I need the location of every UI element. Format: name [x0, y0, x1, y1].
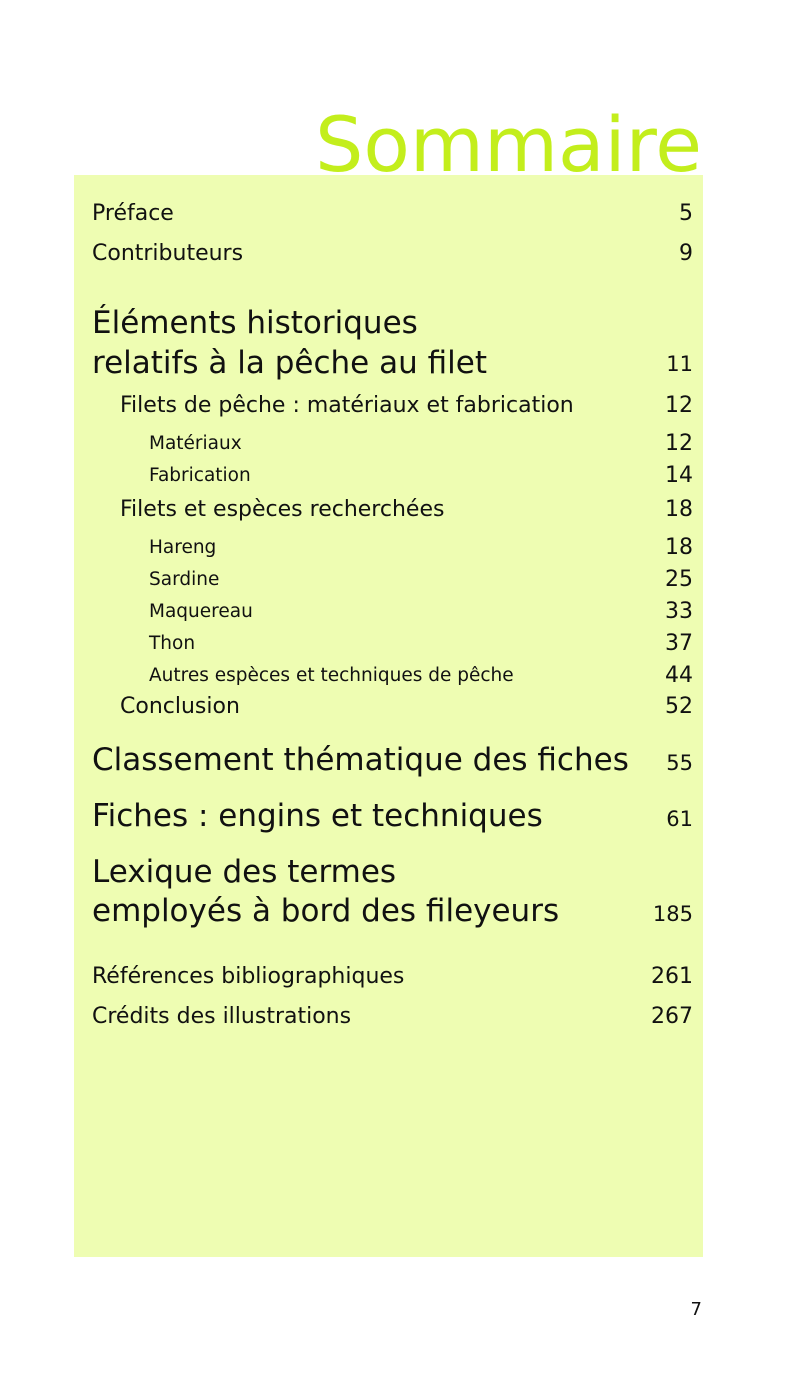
toc-chapter-elements[interactable]	[74, 343, 703, 383]
toc-entry-label: Sardine	[149, 569, 220, 590]
toc-entry-page: 55	[666, 751, 693, 775]
toc-entry-label: Fabrication	[149, 465, 251, 486]
toc-chapter-title: relatifs à la pêche au filet	[92, 345, 487, 381]
toc-chapter-lexique[interactable]	[74, 891, 703, 931]
toc-entry-label: Crédits des illustrations	[92, 1004, 352, 1029]
toc-section-filets-peche[interactable]	[74, 391, 703, 421]
toc-entry-label: Références bibliographiques	[92, 964, 405, 989]
toc-chapter-title: Éléments historiques	[92, 305, 418, 341]
toc-chapter-title: Classement thématique des fiches	[92, 742, 629, 778]
toc-entry-references[interactable]	[74, 962, 703, 992]
toc-entry-page: 9	[679, 241, 693, 266]
toc-entry-label: Filets de pêche : matériaux et fabrication	[120, 393, 574, 418]
toc-entry-page: 37	[665, 631, 693, 656]
toc-entry-page: 44	[665, 663, 693, 688]
toc-chapter-title: Fiches : engins et techniques	[92, 798, 543, 834]
toc-section-conclusion[interactable]	[74, 692, 703, 722]
toc-subentry[interactable]	[74, 595, 703, 625]
toc-chapter-title: Lexique des termes	[92, 854, 397, 890]
toc-section-filets-especes[interactable]	[74, 495, 703, 525]
toc-entry-label: Hareng	[149, 537, 217, 558]
toc-entry-page: 12	[665, 431, 693, 456]
toc-chapter-fiches[interactable]	[74, 796, 703, 836]
toc-subentry[interactable]	[74, 659, 703, 689]
toc-entry-label: Filets et espèces recherchées	[120, 497, 445, 522]
toc-entry-page: 12	[665, 393, 693, 418]
toc-subentry[interactable]	[74, 627, 703, 657]
toc-subentry[interactable]	[74, 563, 703, 593]
page-number: 7	[690, 1299, 702, 1320]
toc-chapter-title: employés à bord des fileyeurs	[92, 893, 560, 929]
toc-entry-label: Conclusion	[120, 694, 240, 719]
toc-entry-page: 18	[665, 535, 693, 560]
toc-entry-page: 185	[652, 902, 693, 926]
toc-entry-label: Thon	[149, 633, 196, 654]
toc-entry-label: Autres espèces et techniques de pêche	[149, 665, 514, 686]
toc-entry-page: 25	[665, 567, 693, 592]
toc-entry-label: Maquereau	[149, 601, 253, 622]
toc-entry-contributeurs[interactable]	[74, 239, 703, 269]
toc-entry-page: 261	[651, 964, 693, 989]
toc-entry-page: 14	[665, 463, 693, 488]
toc-entry-preface[interactable]	[74, 199, 703, 229]
toc-panel	[74, 175, 703, 1257]
toc-entry-page: 61	[666, 807, 693, 831]
toc-entry-page: 52	[665, 694, 693, 719]
toc-chapter-classement[interactable]	[74, 740, 703, 780]
toc-entry-label: Matériaux	[149, 433, 242, 454]
toc-subentry[interactable]	[74, 531, 703, 561]
toc-subentry[interactable]	[74, 459, 703, 489]
page-title: Sommaire	[315, 100, 702, 189]
toc-entry-credits[interactable]	[74, 1002, 703, 1032]
toc-entry-page: 33	[665, 599, 693, 624]
toc-entry-label: Contributeurs	[92, 241, 244, 266]
toc-chapter-elements-line1[interactable]	[74, 303, 703, 343]
toc-entry-page: 11	[666, 352, 693, 376]
toc-entry-page: 18	[665, 497, 693, 522]
toc-chapter-lexique-line1[interactable]	[74, 852, 703, 892]
toc-subentry[interactable]	[74, 427, 703, 457]
toc-entry-page: 267	[651, 1004, 693, 1029]
toc-entry-label: Préface	[92, 201, 174, 226]
toc-entry-page: 5	[679, 201, 693, 226]
